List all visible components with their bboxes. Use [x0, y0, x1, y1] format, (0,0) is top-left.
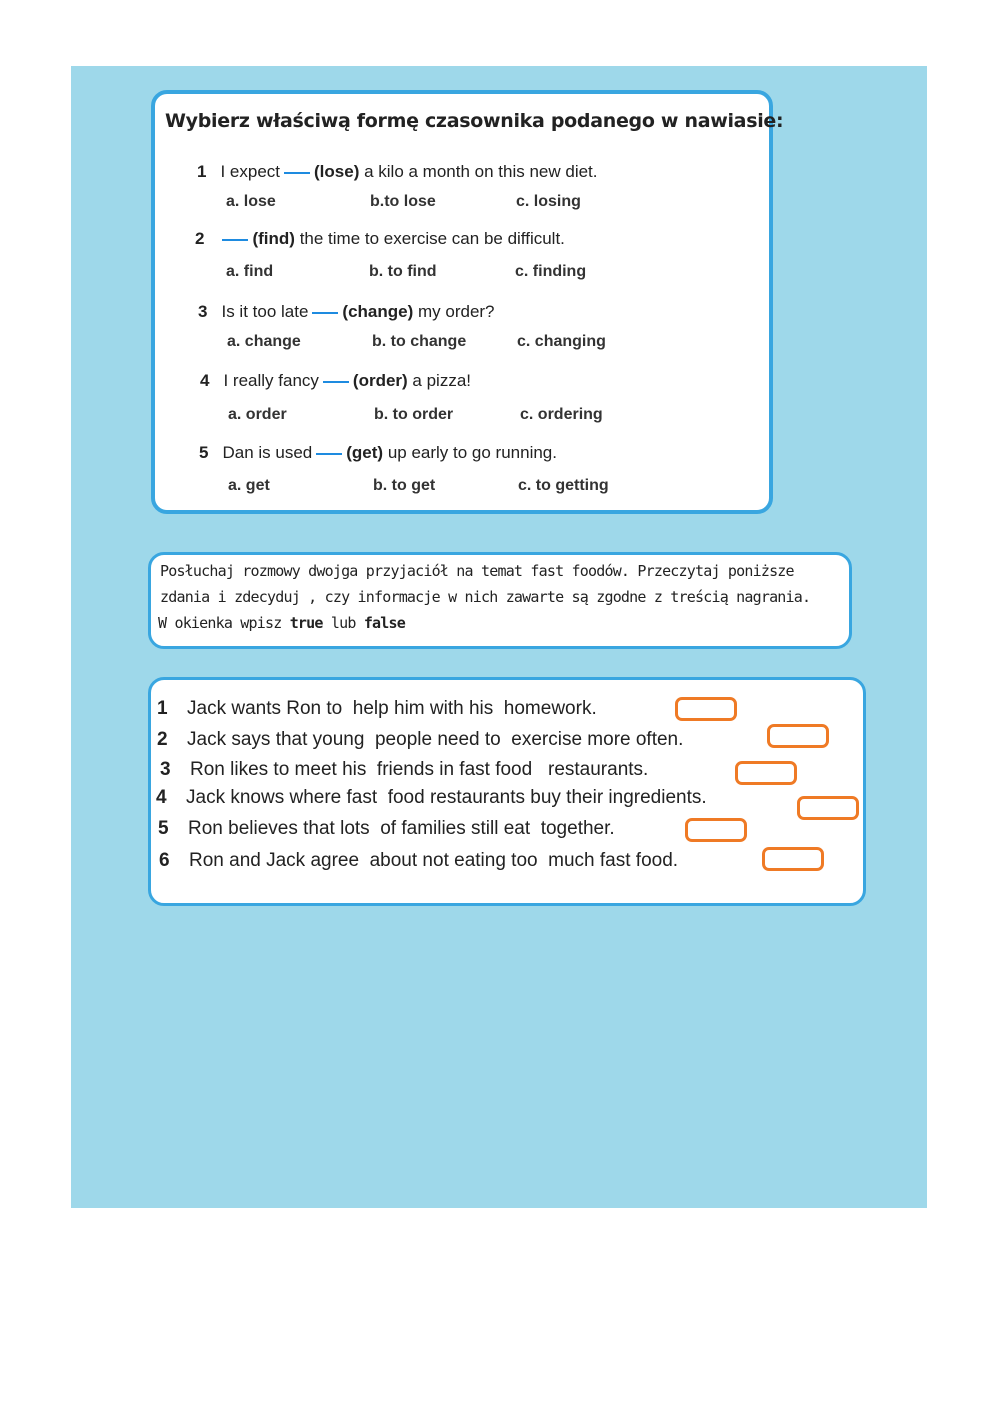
word-true: true [289, 614, 323, 632]
option-c[interactable]: c. ordering [520, 406, 603, 423]
statement-number: 2 [157, 729, 168, 750]
statement-text: Ron and Jack agree about not eating too much fast food. [189, 850, 679, 871]
statement-text: Jack wants Ron to help him with his homework. [187, 698, 597, 719]
answer-blank[interactable] [312, 312, 338, 314]
option-a[interactable]: a. change [227, 333, 301, 350]
question-5 [199, 443, 557, 463]
answer-input-box[interactable] [735, 761, 797, 785]
question-4 [200, 371, 471, 391]
option-c[interactable]: c. losing [516, 193, 581, 210]
statement-3 [160, 759, 648, 781]
answer-input-box[interactable] [685, 818, 747, 842]
question-text-after: a kilo a month on this new diet. [364, 162, 598, 181]
answer-input-box[interactable] [767, 724, 829, 748]
question-text-before: I really fancy [223, 371, 319, 390]
option-b[interactable]: b.to lose [370, 193, 436, 210]
verb-hint: (change) [342, 302, 414, 321]
question-1 [197, 162, 598, 182]
option-a[interactable]: a. order [228, 406, 287, 423]
option-c[interactable]: c. to getting [518, 477, 609, 494]
answer-blank[interactable] [284, 172, 310, 174]
option-a[interactable]: a. find [226, 263, 274, 280]
question-3 [198, 302, 495, 322]
instruction-line-1: Posłuchaj rozmowy dwojga przyjaciół na temat fast foodów. Przeczytaj poniższe [160, 562, 794, 580]
question-text-after: a pizza! [412, 371, 472, 390]
answer-blank[interactable] [316, 453, 342, 455]
verb-hint: (order) [352, 371, 408, 390]
option-c[interactable]: c. finding [515, 263, 587, 280]
question-number: 3 [198, 302, 208, 321]
answer-input-box[interactable] [797, 796, 859, 820]
statement-4 [156, 787, 707, 809]
instruction-prefix: W okienka wpisz [158, 614, 282, 632]
question-text-after: up early to go running. [387, 443, 557, 462]
exercise1-title: Wybierz właściwą formę czasownika podanego w nawiasie: [165, 110, 784, 132]
answer-blank[interactable] [323, 381, 349, 383]
answer-input-box[interactable] [762, 847, 824, 871]
statement-2 [157, 729, 683, 751]
question-text-before: Is it too late [221, 302, 309, 321]
word-or: lub [330, 614, 356, 632]
option-b[interactable]: b. to change [372, 333, 467, 350]
statement-5 [158, 818, 615, 840]
option-b[interactable]: b. to order [374, 406, 454, 423]
question-number: 2 [195, 229, 205, 248]
statement-number: 4 [156, 787, 167, 808]
verb-hint: (get) [346, 443, 384, 462]
instruction-line-2: zdania i zdecyduj , czy informacje w nich zawarte są zgodne z treścią nagrania. [160, 588, 811, 606]
statement-text: Ron believes that lots of families still eat together. [188, 818, 615, 839]
option-b[interactable]: b. to get [373, 477, 436, 494]
question-text-before: I expect [220, 162, 281, 181]
statement-text: Ron likes to meet his friends in fast food restaurants. [190, 759, 649, 780]
statement-1 [157, 698, 597, 720]
question-text-after: my order? [417, 302, 495, 321]
verb-hint: (find) [252, 229, 295, 248]
statement-number: 6 [159, 850, 170, 871]
question-2 [195, 229, 565, 249]
question-number: 4 [200, 371, 210, 390]
option-b[interactable]: b. to find [369, 263, 437, 280]
option-a[interactable]: a. lose [226, 193, 276, 210]
question-text-after: the time to exercise can be difficult. [299, 229, 565, 248]
statement-number: 5 [158, 818, 169, 839]
question-text-before: Dan is used [222, 443, 313, 462]
option-c[interactable]: c. changing [517, 333, 606, 350]
option-a[interactable]: a. get [228, 477, 270, 494]
answer-blank[interactable] [222, 239, 248, 241]
statement-number: 3 [160, 759, 171, 780]
verb-hint: (lose) [314, 162, 360, 181]
question-number: 5 [199, 443, 209, 462]
word-false: false [363, 614, 405, 632]
statement-number: 1 [157, 698, 168, 719]
statement-text: Jack knows where fast food restaurants buy their ingredients. [186, 787, 707, 808]
statement-text: Jack says that young people need to exercise more often. [187, 729, 684, 750]
instruction-line-3 [158, 614, 405, 632]
question-number: 1 [197, 162, 207, 181]
statement-6 [159, 850, 678, 872]
answer-input-box[interactable] [675, 697, 737, 721]
